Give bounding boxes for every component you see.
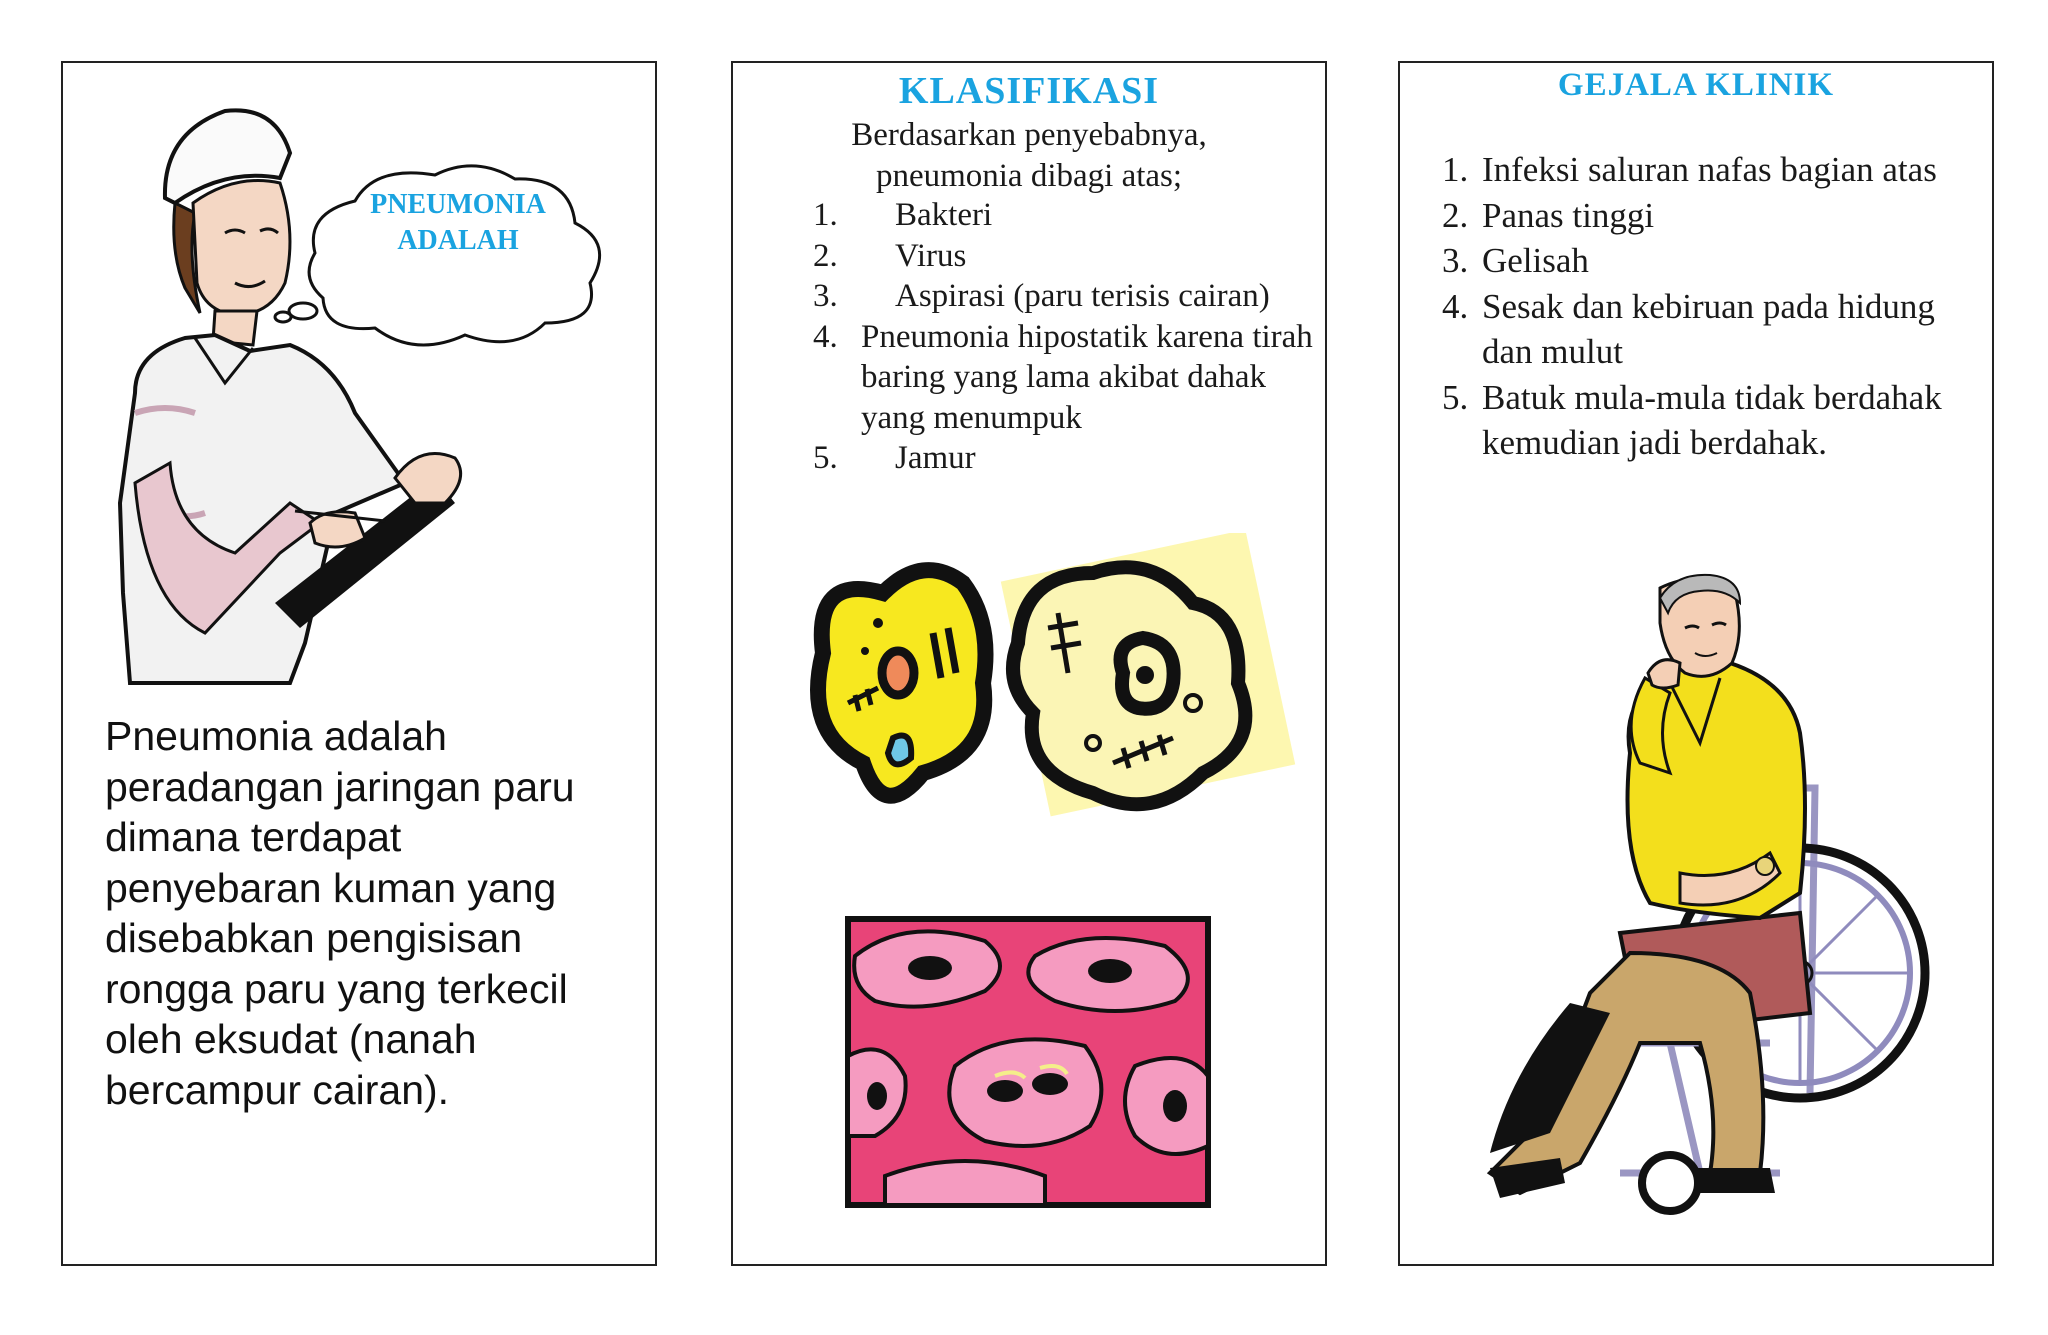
list-number: 2. [1442, 195, 1469, 235]
list-number: 2. [813, 237, 838, 274]
list-text: Pneumonia hipostatik karena tirah baring yang lama akibat dahak yang menumpuk [861, 318, 1313, 436]
panel-definition [61, 61, 657, 1266]
list-text: Virus [895, 237, 967, 274]
bubble-line-2: ADALAH [397, 225, 519, 256]
list-item [1442, 375, 1972, 466]
list-number: 1. [813, 197, 838, 233]
symptoms-title: GEJALA KLINIK [1557, 67, 1835, 103]
panel-classification [731, 61, 1327, 1266]
list-number: 5. [1442, 377, 1469, 417]
tissue-cells-icon [845, 916, 1211, 1208]
list-item [813, 438, 1313, 479]
list-text: Infeksi saluran nafas bagian atas [1482, 150, 1937, 189]
list-item [813, 317, 1313, 439]
list-item [813, 236, 1313, 277]
list-text: Aspirasi (paru terisis cairan) [895, 278, 1270, 314]
germ-cells-icon [793, 533, 1313, 833]
classification-title: KLASIFIKASI [898, 70, 1160, 112]
bubble-line-1: PNEUMONIA [370, 189, 546, 220]
list-number: 1. [1442, 150, 1469, 189]
list-text: Panas tinggi [1482, 195, 1655, 235]
list-number: 3. [1442, 241, 1469, 280]
list-number: 3. [813, 278, 838, 314]
list-item [1442, 193, 1972, 239]
panel-symptoms [1398, 61, 1994, 1266]
list-text: Sesak dan kebiruan pada hidung dan mulut [1482, 286, 1935, 371]
classification-list [813, 195, 1313, 479]
nurse-illustration-icon [75, 83, 635, 703]
list-text: Gelisah [1482, 241, 1589, 280]
list-item [1442, 238, 1972, 284]
definition-text: Pneumonia adalah peradangan jaringan paru dimana terdapat penyebaran kuman yang disebabkan pengisisan rongga paru yang terkecil oleh eksudat (nanah bercampur cairan). [105, 713, 575, 1113]
intro-line-1: Berdasarkan penyebabnya, [851, 117, 1207, 153]
symptoms-list [1442, 147, 1972, 466]
list-text: Jamur [895, 440, 976, 476]
list-number: 4. [813, 318, 838, 355]
list-number: 5. [813, 440, 838, 476]
man-wheelchair-icon [1470, 573, 1930, 1233]
thought-bubble-text [348, 187, 568, 259]
list-item [813, 276, 1313, 317]
intro-line-2: pneumonia dibagi atas; [875, 158, 1183, 194]
list-item [1442, 284, 1972, 375]
list-text: Bakteri [895, 197, 993, 233]
list-item [813, 195, 1313, 236]
classification-intro [733, 115, 1325, 197]
list-item [1442, 147, 1972, 193]
list-text: Batuk mula-mula tidak berdahak kemudian jadi berdahak. [1482, 377, 1942, 462]
list-number: 4. [1442, 286, 1469, 326]
